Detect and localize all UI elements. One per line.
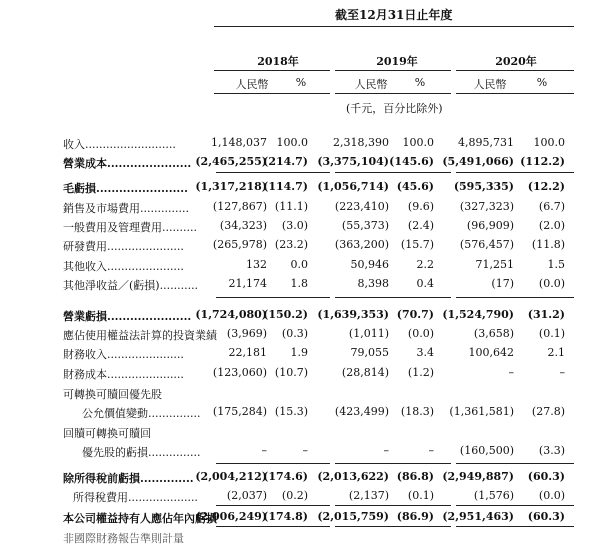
row-label-text: 其他收入 xyxy=(63,260,107,273)
subtotal-rule xyxy=(216,463,330,464)
value-cell: (3,969) xyxy=(226,327,267,340)
value-cell: (576,457) xyxy=(459,238,514,251)
row-label-text: 應佔使用權益法計算的投資業績 xyxy=(63,329,217,342)
value-cell: (2,004,212) xyxy=(195,470,267,483)
currency-2018: 人民幣 xyxy=(235,78,269,91)
value-cell: 21,174 xyxy=(228,277,267,290)
row-label xyxy=(63,510,217,526)
year-2020: 2020年 xyxy=(495,55,537,68)
value-cell: 0.4 xyxy=(416,277,434,290)
leader-dots: ........................ xyxy=(96,182,188,195)
table-row xyxy=(0,386,592,404)
value-cell: 100,642 xyxy=(468,346,514,359)
subtotal-rule xyxy=(335,463,451,464)
value-cell: (17) xyxy=(491,277,514,290)
value-cell: (265,978) xyxy=(212,238,267,251)
value-cell: (2.0) xyxy=(538,219,565,232)
value-cell: (1.2) xyxy=(407,366,434,379)
value-cell: (0.0) xyxy=(538,489,565,502)
value-cell: 2,318,390 xyxy=(333,136,389,149)
value-cell: (10.7) xyxy=(274,366,308,379)
leader-dots: ...................... xyxy=(107,368,184,381)
currency-2019: 人民幣 xyxy=(354,78,388,91)
value-cell: (2,015,759) xyxy=(317,510,389,523)
header-rule xyxy=(214,26,574,27)
value-cell: (0.1) xyxy=(407,489,434,502)
table-row xyxy=(0,366,592,384)
value-cell: (18.3) xyxy=(400,405,434,418)
row-label xyxy=(73,489,198,505)
value-cell: 100.0 xyxy=(402,136,434,149)
row-label-text: 財務收入 xyxy=(63,348,107,361)
row-label-text: 其他淨收益／(虧損) xyxy=(63,279,160,292)
value-cell: (363,200) xyxy=(334,238,389,251)
value-cell: (60.3) xyxy=(527,510,565,523)
value-cell: (123,060) xyxy=(212,366,267,379)
value-cell: (70.7) xyxy=(396,308,434,321)
value-cell: (214.7) xyxy=(263,155,308,168)
row-label xyxy=(63,277,198,293)
value-cell: 4,895,731 xyxy=(458,136,514,149)
value-cell: (3.3) xyxy=(538,444,565,457)
value-cell: (174.8) xyxy=(263,510,308,523)
value-cell: (2,013,622) xyxy=(317,470,389,483)
row-label xyxy=(63,470,194,486)
value-cell: (2,951,463) xyxy=(442,510,514,523)
sub-rule-2019 xyxy=(335,93,451,94)
row-label-text: 所得稅費用 xyxy=(73,491,128,504)
value-cell: (31.2) xyxy=(527,308,565,321)
leader-dots: .................... xyxy=(128,491,198,504)
leader-dots: ............... xyxy=(148,407,201,420)
table-row xyxy=(0,238,592,256)
sub-rule-2020 xyxy=(456,93,574,94)
table-row xyxy=(0,405,592,423)
table-row xyxy=(0,444,592,462)
subtotal-rule xyxy=(216,505,330,506)
subtotal-rule xyxy=(216,526,330,527)
value-cell: 79,055 xyxy=(350,346,389,359)
row-label xyxy=(63,346,184,362)
value-cell: 132 xyxy=(246,258,267,271)
unit-note: (千元，百分比除外) xyxy=(346,102,443,115)
value-cell: 50,946 xyxy=(350,258,389,271)
value-cell: (0.1) xyxy=(538,327,565,340)
value-cell: (23.2) xyxy=(274,238,308,251)
value-cell: – xyxy=(428,444,434,457)
year-2018: 2018年 xyxy=(257,55,299,68)
value-cell: (86.8) xyxy=(396,470,434,483)
value-cell: – xyxy=(302,444,308,457)
subtotal-rule xyxy=(335,526,451,527)
value-cell: 71,251 xyxy=(475,258,514,271)
table-row xyxy=(0,180,592,198)
row-label-text: 除所得稅前虧損 xyxy=(63,472,140,485)
row-label-text: 本公司權益持有人應佔年內虧損 xyxy=(63,512,217,525)
subtotal-rule xyxy=(335,297,451,298)
footer-cut-text: 非國際財務報告準則計量 xyxy=(63,532,184,545)
leader-dots: ...................... xyxy=(107,157,192,170)
leader-dots: .......... xyxy=(162,221,197,234)
leader-dots: .............. xyxy=(140,202,189,215)
value-cell: 8,398 xyxy=(357,277,389,290)
row-label xyxy=(82,444,200,460)
table-row xyxy=(0,277,592,295)
row-label xyxy=(63,219,197,235)
value-cell: 1,148,037 xyxy=(211,136,267,149)
row-label-text: 一般費用及管理費用 xyxy=(63,221,162,234)
leader-dots: ...................... xyxy=(107,260,184,273)
row-label-text: 銷售及市場費用 xyxy=(63,202,140,215)
currency-2020: 人民幣 xyxy=(473,78,507,91)
value-cell: (3,658) xyxy=(473,327,514,340)
value-cell: – xyxy=(383,444,389,457)
value-cell: 3.4 xyxy=(416,346,434,359)
value-cell: (15.7) xyxy=(400,238,434,251)
subtotal-rule xyxy=(456,526,574,527)
value-cell: (2,137) xyxy=(348,489,389,502)
subtotal-rule xyxy=(456,463,574,464)
value-cell: – xyxy=(261,444,267,457)
value-cell: (223,410) xyxy=(334,200,389,213)
value-cell: (12.2) xyxy=(527,180,565,193)
value-cell: (96,909) xyxy=(466,219,514,232)
value-cell: (55,373) xyxy=(341,219,389,232)
value-cell: 0.0 xyxy=(290,258,308,271)
table-row xyxy=(0,327,592,345)
leader-dots: ...................... xyxy=(107,310,192,323)
value-cell: (0.3) xyxy=(281,327,308,340)
value-cell: (15.3) xyxy=(274,405,308,418)
period-header: 截至12月31日止年度 xyxy=(335,8,453,22)
value-cell: (127,867) xyxy=(212,200,267,213)
value-cell: (86.9) xyxy=(396,510,434,523)
leader-dots: ........... xyxy=(159,279,199,292)
value-cell: 22,181 xyxy=(228,346,267,359)
sub-rule-2018 xyxy=(214,93,330,94)
value-cell: (9.6) xyxy=(407,200,434,213)
subtotal-rule xyxy=(335,505,451,506)
year-2019: 2019年 xyxy=(376,55,418,68)
value-cell: (327,323) xyxy=(459,200,514,213)
value-cell: (595,335) xyxy=(453,180,514,193)
row-label xyxy=(63,258,184,274)
row-label xyxy=(63,155,191,171)
table-row xyxy=(0,200,592,218)
value-cell: (3,375,104) xyxy=(317,155,389,168)
table-row xyxy=(0,155,592,173)
table-row xyxy=(0,425,592,443)
row-label-text: 營業虧損 xyxy=(63,310,107,323)
row-label xyxy=(63,386,162,402)
value-cell: (1,011) xyxy=(348,327,389,340)
value-cell: (2,037) xyxy=(226,489,267,502)
value-cell: (45.6) xyxy=(396,180,434,193)
value-cell: (11.8) xyxy=(531,238,565,251)
subtotal-rule xyxy=(456,297,574,298)
table-row xyxy=(0,308,592,326)
value-cell: (0.0) xyxy=(407,327,434,340)
row-label-text: 研發費用 xyxy=(63,240,107,253)
value-cell: (145.6) xyxy=(389,155,434,168)
value-cell: (2,949,887) xyxy=(442,470,514,483)
table-row xyxy=(0,136,592,154)
value-cell: 1.9 xyxy=(290,346,308,359)
value-cell: 1.8 xyxy=(290,277,308,290)
value-cell: (1,524,790) xyxy=(442,308,514,321)
value-cell: (2,006,249) xyxy=(195,510,267,523)
pct-2020: % xyxy=(536,76,548,89)
row-label xyxy=(63,136,176,152)
value-cell: (28,814) xyxy=(341,366,389,379)
row-label xyxy=(63,308,191,324)
value-cell: (27.8) xyxy=(531,405,565,418)
leader-dots: .............. xyxy=(140,472,194,485)
table-row xyxy=(0,258,592,276)
table-row xyxy=(0,219,592,237)
leader-dots: ...................... xyxy=(107,348,184,361)
subtotal-rule xyxy=(216,297,330,298)
row-label-text: 營業成本 xyxy=(63,157,107,170)
row-label xyxy=(63,200,189,216)
value-cell: (0.2) xyxy=(281,489,308,502)
row-label xyxy=(63,425,151,441)
year-rule-2018 xyxy=(214,70,330,71)
value-cell: (175,284) xyxy=(212,405,267,418)
value-cell: – xyxy=(559,366,565,379)
value-cell: (0.0) xyxy=(538,277,565,290)
pct-2018: % xyxy=(295,76,307,89)
row-label xyxy=(63,366,184,382)
value-cell: (2.4) xyxy=(407,219,434,232)
value-cell: (174.6) xyxy=(263,470,308,483)
value-cell: 100.0 xyxy=(533,136,565,149)
row-label xyxy=(63,180,188,196)
value-cell: (160,500) xyxy=(459,444,514,457)
row-label-text: 回贖可轉換可贖回 xyxy=(63,427,151,440)
row-label xyxy=(82,405,200,421)
row-label xyxy=(63,238,184,254)
value-cell: 1.5 xyxy=(547,258,565,271)
subtotal-rule xyxy=(216,172,330,173)
value-cell: (1,576) xyxy=(473,489,514,502)
value-cell: (1,639,353) xyxy=(317,308,389,321)
year-rule-2020 xyxy=(456,70,574,71)
value-cell: (1,724,080) xyxy=(195,308,267,321)
value-cell: (423,499) xyxy=(334,405,389,418)
subtotal-rule xyxy=(456,172,574,173)
pct-2019: % xyxy=(414,76,426,89)
value-cell: (6.7) xyxy=(538,200,565,213)
value-cell: (1,317,218) xyxy=(195,180,267,193)
row-label-text: 收入 xyxy=(63,138,85,151)
row-label-text: 可轉換可贖回優先股 xyxy=(63,388,162,401)
value-cell: (1,361,581) xyxy=(449,405,514,418)
value-cell: (11.1) xyxy=(274,200,308,213)
leader-dots: .......................... xyxy=(85,138,176,151)
value-cell: (34,323) xyxy=(219,219,267,232)
leader-dots: ............... xyxy=(148,446,201,459)
row-label xyxy=(63,327,217,343)
table-row xyxy=(0,346,592,364)
subtotal-rule xyxy=(335,172,451,173)
row-label-text: 公允價值變動 xyxy=(82,407,148,420)
value-cell: (114.7) xyxy=(263,180,308,193)
value-cell: – xyxy=(508,366,514,379)
value-cell: 100.0 xyxy=(276,136,308,149)
value-cell: (5,491,066) xyxy=(442,155,514,168)
row-label-text: 毛虧損 xyxy=(63,182,96,195)
value-cell: (112.2) xyxy=(520,155,565,168)
row-label-text: 優先股的虧損 xyxy=(82,446,148,459)
leader-dots: ...................... xyxy=(107,240,184,253)
value-cell: 2.1 xyxy=(547,346,565,359)
value-cell: (60.3) xyxy=(527,470,565,483)
value-cell: (3.0) xyxy=(281,219,308,232)
value-cell: 2.2 xyxy=(416,258,434,271)
value-cell: (2,465,255) xyxy=(195,155,267,168)
subtotal-rule xyxy=(456,505,574,506)
value-cell: (1,056,714) xyxy=(317,180,389,193)
table-row xyxy=(0,470,592,488)
value-cell: (150.2) xyxy=(263,308,308,321)
year-rule-2019 xyxy=(335,70,451,71)
row-label-text: 財務成本 xyxy=(63,368,107,381)
